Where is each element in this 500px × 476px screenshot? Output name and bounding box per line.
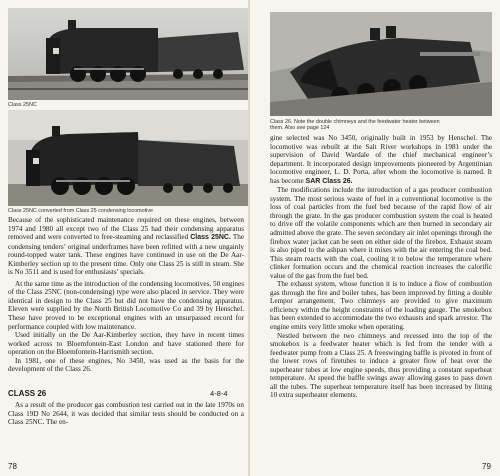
paragraph: Because of the sophisticated maintenance required on these engines, between 1974 and 1980 all except two of the Class 25 had their condensing apparatus removed and were converted to free-steaming and reclassified Class 25NC. The condensing tenders’ original underframes have been refitted with a new ungainly round-topped water tank. These engines have continued in use on the De Aar-Kimberley section up to the present time. Only one Class 25 is still in steam. She is No 3511 and is used for enthusiasts’ specials. [8,216,245,277]
paragraph: gine selected was No 3450, originally built in 1953 by Henschel. The locomotive was rebuilt at the Salt River workshops in 1981 under the supervision of David Wardale of the chief mechanical engineer’s department. It incorporated design improvements pioneered by Argentinian locomotive engineer, L. D. Porta, after whom the locomotive is named. It has become SAR Class 26. [270,134,492,185]
photo-class-25nc [8,8,248,100]
body-text [8,401,244,427]
page-number: 79 [482,462,491,471]
paragraph: In 1981, one of these engines, No 3450, was used as the basis for the development of the Class 26. [8,356,244,374]
page-number: 78 [8,462,17,471]
photo-class-26 [270,12,492,116]
body-text [8,216,244,374]
paragraph: At the same time as the introduction of the condensing locomotives, 50 engines of the Class 25NC (non-condensing) type were also placed in service. They were identical in design to the Class 25 but did not have the condensing apparatus. Eleven were supplied by the North British Locomotive Co and 39 by Henschel. These have proved to be exceptional engines with an unsurpassed record for performance coupled with low maintenance. [8,279,244,331]
paragraph: The modifications include the introduction of a gas producer combustion system. The most serious waste of fuel in a conventional locomotive is the loss of coal particles from the fuel bed because of the rapid flow of air through the grate. In the gas producer combustion system the coal is heated to drive off the volatile components which are then burned in secondary air admitted above the grate. The seven secondary air inlet openings through the firebox water jacket can be seen on either side of the firebox. Exhaust steam is also piped to the ashpan where it mixes with the air entering the coal bed. This steam reacts with the coal, cooling it to below the temperature where clinker formation occurs and the chemical reaction increases the calorific value of the gas from the fuel bed. [270,186,492,280]
paragraph: As a result of the producer gas combustion test carried out in the late 1970s on Class 19D No 2644, it was decided that similar tests should be conducted on a Class 25NC. The en- [8,401,244,427]
section-heading: CLASS 26 [8,389,47,398]
photo-caption: Class 26. Note the double chimneys and the feedwater heater between them. Also see page 124 [270,119,440,132]
photo-caption: Class 25NC [8,102,37,108]
photo-class-25nc-converted [8,110,248,206]
right-page [250,0,500,476]
paragraph: Nestled between the two chimneys and recessed into the top of the smokebox is a feedwater heater which is fed from the tender with a feedwater pump from a Class 25. A freeswinging baffle is pivoted in front of the lower rows of firetubes to induce a greater flow of heat over the superheater tubes at low engine speeds, thus providing a constant superheat temperature. At speed the baffle swings away allowing gases to pass down all the tubes. The superheat temperature itself has been increased by fitting 10 extra superheater elements. [270,331,492,400]
wheel-arrangement: 4-8-4 [210,389,228,398]
left-page [0,0,248,476]
paragraph: The exhaust system, whose function it is to induce a flow of combustion gas through the fire and boiler tubes, has been improved by fitting a double Lempor arrangement. Two chimneys are provided to give maximum efficiency within the height constraints of the loading gauge. The smokebox has been extended to accommodate the two exhausts and spark arrestor. The engine emits very little smoke when operating. [270,280,492,332]
body-text [270,134,492,400]
paragraph: Used initially on the De Aar-Kimberley section, they have in recent times worked across to Bloemfontein-East London and have stationed there for operation on the Bloemfontein-Harrismith section. [8,331,244,357]
photo-caption: Class 25NC converted from Class 25 condensing locomotive [8,208,154,214]
